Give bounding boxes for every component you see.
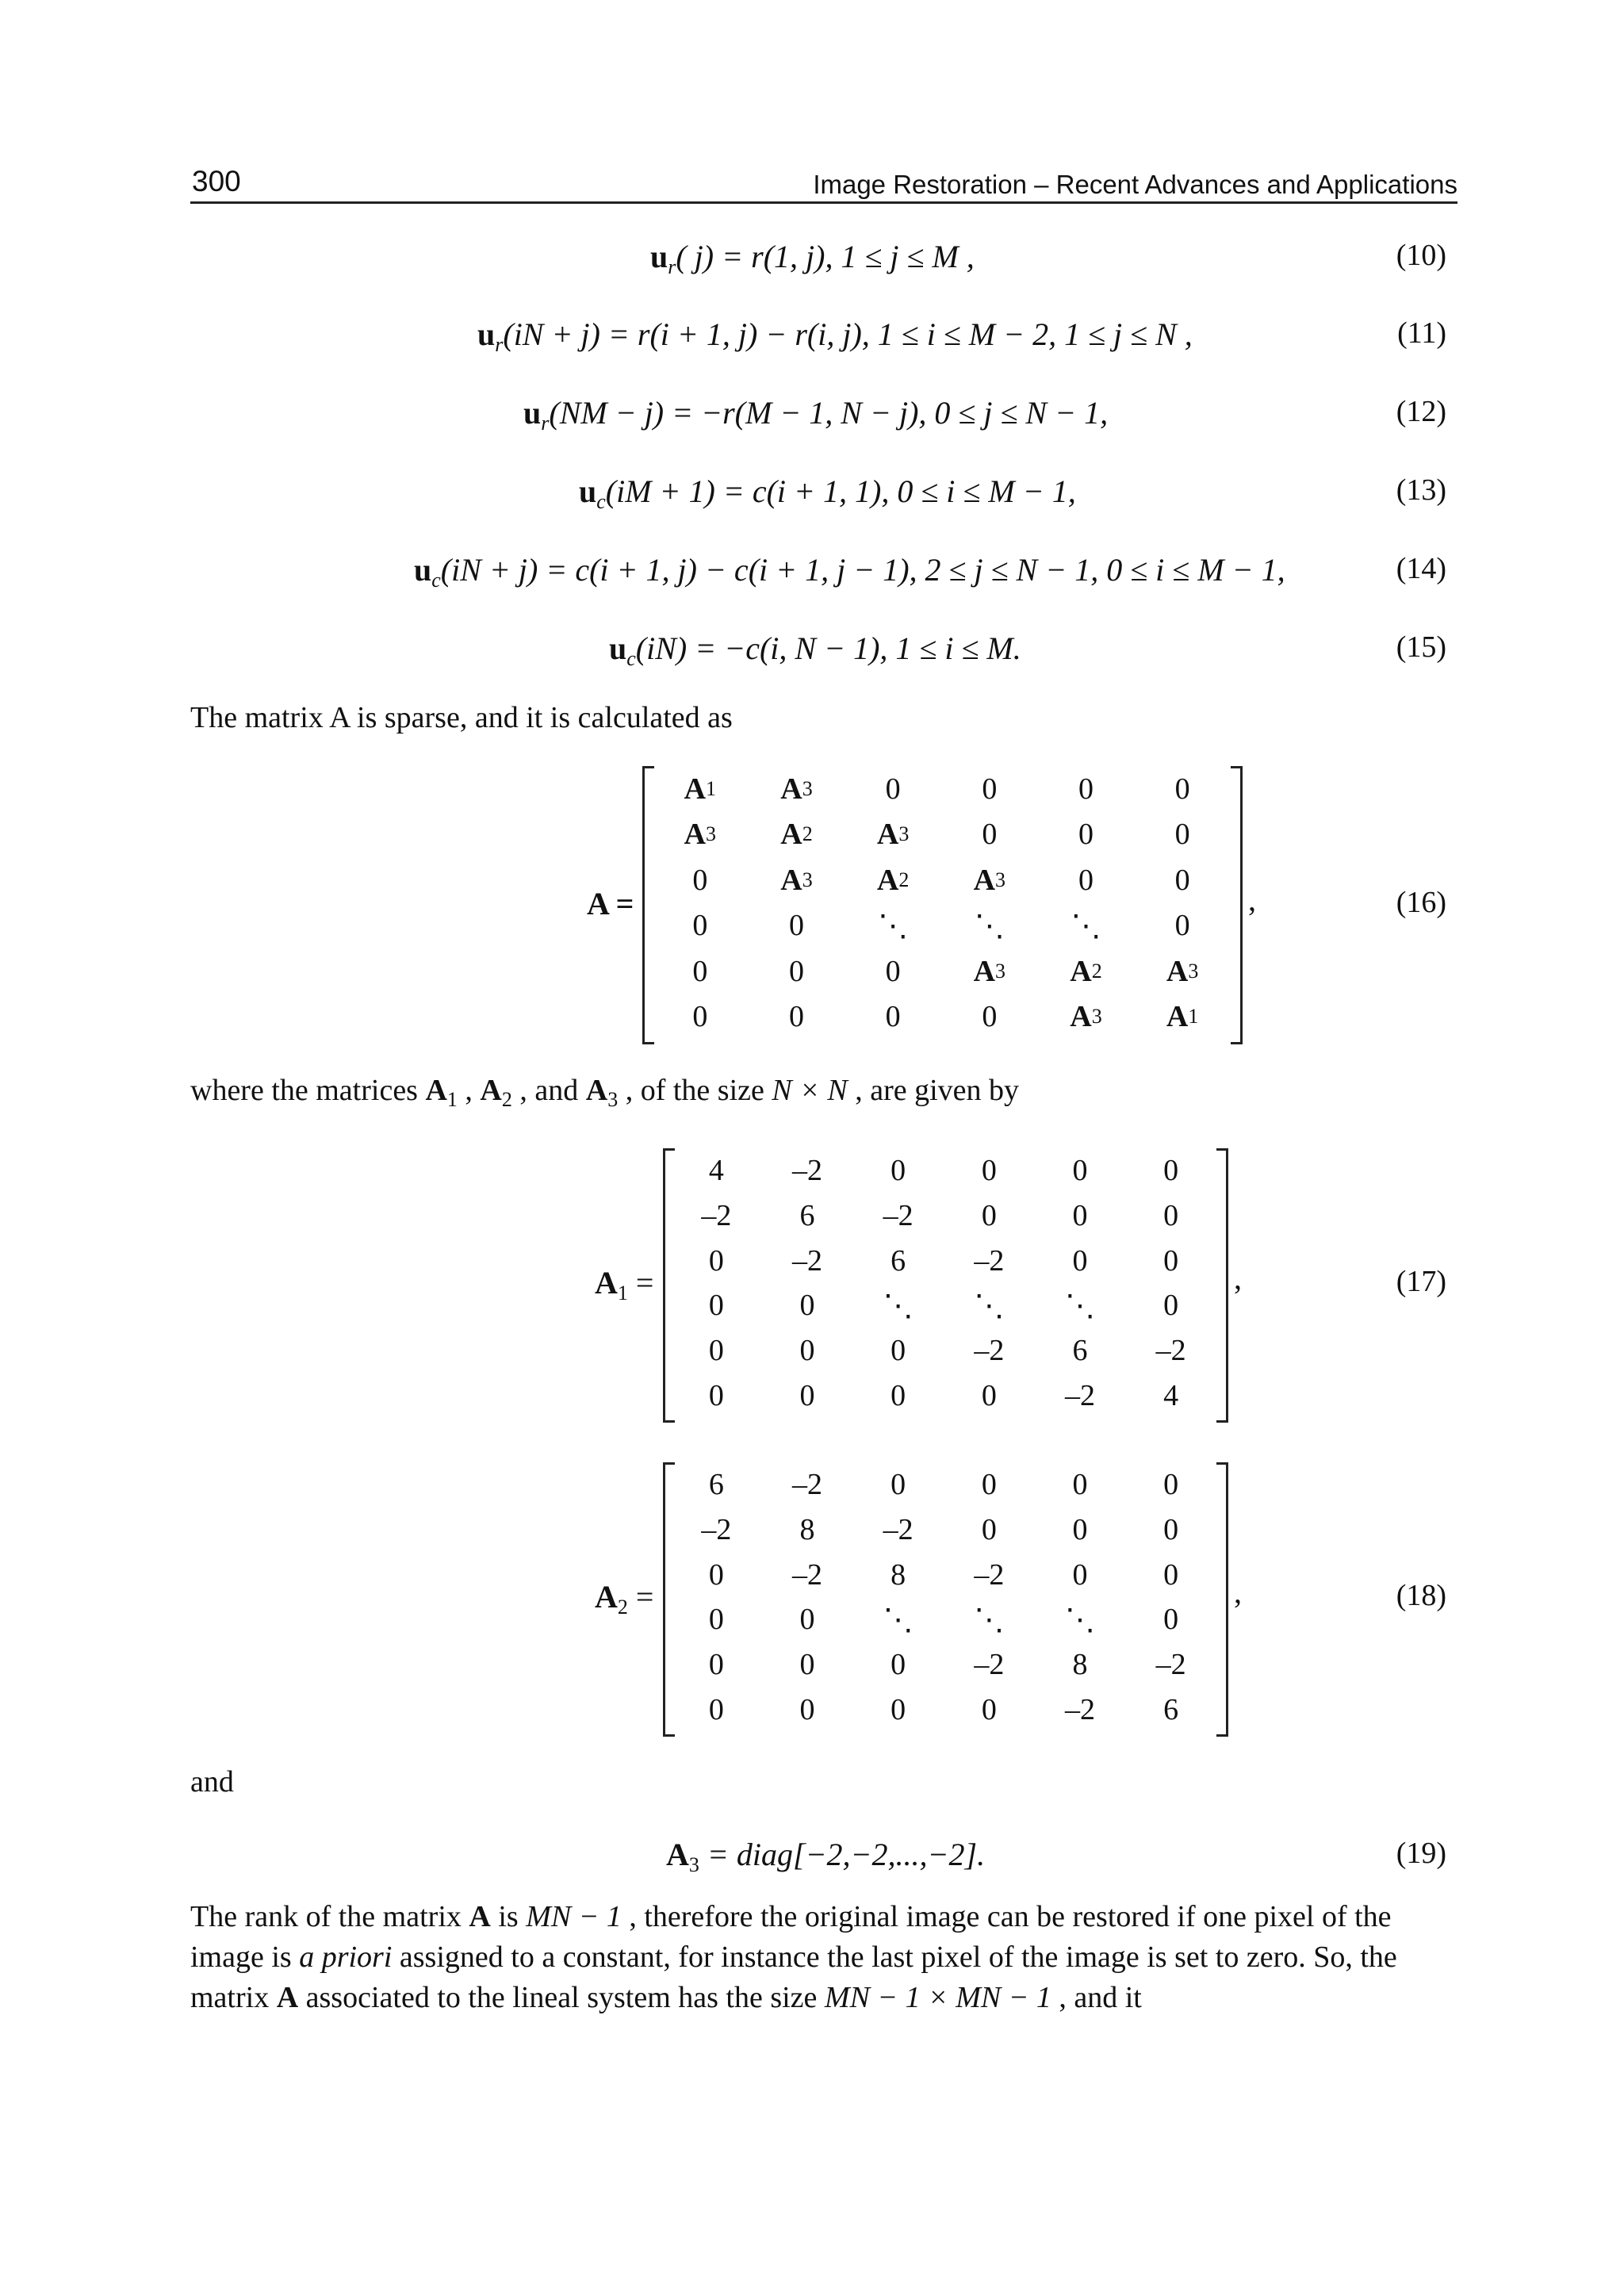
paragraph-text: assigned to a constant, for instance the last pixel of the image is set to zero. So, the matrix: [190, 1940, 1397, 2014]
matrix-symbol: A: [595, 1579, 618, 1615]
matrix-A1-grid: [671, 1148, 1216, 1418]
paragraph-text: where the matrices: [190, 1074, 426, 1107]
matrix-cell: 0: [981, 1512, 997, 1546]
matrix-symbol: A: [666, 1837, 689, 1872]
matrix-cell: 0: [981, 1198, 997, 1232]
matrix-cell: ⋱: [878, 909, 909, 943]
equation-number: (17): [1396, 1265, 1446, 1298]
equation-13: [190, 473, 1457, 520]
matrix-cell: A 2: [876, 863, 910, 897]
matrix-symbol: A: [425, 1074, 447, 1107]
subscript: 3: [688, 1853, 699, 1876]
subscript: r: [495, 333, 504, 356]
bracket-right: [1231, 766, 1243, 1044]
matrix-cell: 0: [1072, 1468, 1088, 1502]
paragraph: [190, 1897, 1457, 2018]
matrix-cell: 0: [799, 1333, 815, 1367]
matrix-cell: 0: [708, 1243, 724, 1278]
equation-number: (16): [1396, 886, 1446, 919]
matrix-cell: 6: [1072, 1333, 1088, 1367]
matrix-cell: –2: [791, 1468, 822, 1502]
matrix-cell: –2: [1064, 1378, 1095, 1412]
matrix-cell: A 3: [780, 863, 813, 897]
matrix-cell: 0: [891, 1692, 906, 1726]
subscript: c: [431, 569, 441, 592]
matrix-cell: –2: [791, 1154, 822, 1188]
matrix-cell: 0: [708, 1333, 724, 1367]
matrix-cell: –2: [974, 1647, 1005, 1681]
matrix-cell: 0: [885, 954, 901, 988]
equation-number: (14): [1396, 552, 1446, 585]
vector-symbol: u: [477, 316, 496, 352]
vector-symbol: u: [523, 395, 542, 431]
matrix-cell: 0: [708, 1603, 724, 1637]
matrix-cell: 0: [891, 1468, 906, 1502]
paragraph-text: The rank of the matrix: [190, 1900, 469, 1933]
matrix-cell: 0: [799, 1603, 815, 1637]
matrix-cell: 0: [891, 1333, 906, 1367]
matrix-cell: 0: [1078, 772, 1094, 806]
matrix-cell: 0: [788, 909, 804, 943]
matrix-cell: 0: [982, 1000, 998, 1034]
subscript: c: [626, 647, 636, 670]
matrix-cell: 0: [1072, 1512, 1088, 1546]
vector-symbol: u: [650, 239, 668, 274]
equation-17: [190, 1148, 1457, 1426]
matrix-cell: 0: [891, 1154, 906, 1188]
matrix-symbol: A: [585, 1074, 608, 1107]
matrix-cell: 0: [788, 954, 804, 988]
trailing-comma: ,: [1248, 882, 1256, 918]
bracket-right: [1216, 1148, 1228, 1423]
subscript: c: [596, 490, 606, 513]
matrix-cell: 0: [708, 1557, 724, 1592]
paragraph-text: , therefore the original image can be restored if one pixel of the image is: [190, 1900, 1392, 1974]
matrix-cell: ⋱: [1064, 1289, 1095, 1323]
matrix-cell: A 3: [973, 954, 1006, 988]
math-inline: MN − 1: [526, 1900, 622, 1933]
page-number: 300: [192, 165, 241, 197]
matrix-cell: ⋱: [974, 909, 1005, 943]
matrix-cell: ⋱: [974, 1289, 1005, 1323]
matrix-cell: 0: [1072, 1154, 1088, 1188]
equation-body: (iM + 1) = c(i + 1, 1), 0 ≤ i ≤ M − 1,: [605, 473, 1076, 509]
equation-16: [190, 766, 1457, 1052]
matrix-cell: 0: [1163, 1512, 1179, 1546]
matrix-cell: 4: [708, 1154, 724, 1188]
equation-body: (iN + j) = r(i + 1, j) − r(i, j), 1 ≤ i ≤ M − 2, 1 ≤ j ≤ N ,: [503, 316, 1193, 352]
matrix-cell: 0: [1174, 818, 1190, 852]
matrix-cell: 0: [708, 1692, 724, 1726]
matrix-cell: 0: [1163, 1243, 1179, 1278]
equation-number: (12): [1396, 395, 1446, 428]
matrix-cell: 0: [982, 772, 998, 806]
matrix-cell: A 2: [780, 818, 813, 852]
matrix-cell: 6: [799, 1198, 815, 1232]
matrix-cell: 0: [1163, 1289, 1179, 1323]
matrix-cell: 0: [1078, 863, 1094, 897]
equation-number: (15): [1396, 630, 1446, 664]
math-inline: N × N: [772, 1074, 848, 1107]
matrix-cell: ⋱: [1071, 909, 1101, 943]
matrix-cell: 6: [891, 1243, 906, 1278]
paragraph-text: , of the size: [618, 1074, 772, 1107]
matrix-symbol: A: [276, 1981, 299, 2014]
matrix-cell: ⋱: [974, 1603, 1005, 1637]
matrix-cell: A 3: [876, 818, 910, 852]
subscript: 3: [607, 1088, 619, 1111]
matrix-cell: 0: [982, 818, 998, 852]
matrix-cell: 0: [981, 1468, 997, 1502]
subscript: 1: [617, 1282, 628, 1304]
equation-body: (NM − j) = −r(M − 1, N − j), 0 ≤ j ≤ N − 1,: [549, 395, 1109, 431]
matrix-cell: ⋱: [1064, 1603, 1095, 1637]
matrix-lhs: A =: [587, 886, 634, 921]
matrix-cell: 0: [891, 1378, 906, 1412]
paragraph-text: The matrix A is sparse, and it is calculated as: [190, 701, 733, 734]
subscript: 1: [446, 1088, 458, 1111]
equation-body: (iN + j) = c(i + 1, j) − c(i + 1, j − 1), 2 ≤ j ≤ N − 1, 0 ≤ i ≤ M − 1,: [440, 552, 1285, 588]
paragraph-text: , and it: [1051, 1981, 1142, 2014]
equation-15: [190, 630, 1457, 677]
matrix-cell: 0: [708, 1378, 724, 1412]
matrix-cell: ⋱: [883, 1603, 914, 1637]
equation-14: [190, 551, 1457, 599]
matrix-cell: 0: [708, 1647, 724, 1681]
matrix-cell: A 3: [973, 863, 1006, 897]
matrix-cell: 0: [1163, 1198, 1179, 1232]
paragraph-text: is: [490, 1900, 527, 1933]
matrix-cell: 8: [1072, 1647, 1088, 1681]
trailing-comma: ,: [1234, 1574, 1242, 1610]
paragraph: [190, 1762, 1457, 1803]
matrix-cell: 0: [1072, 1198, 1088, 1232]
equation-body: (iN) = −c(i, N − 1), 1 ≤ i ≤ M.: [635, 630, 1021, 666]
matrix-cell: –2: [974, 1243, 1005, 1278]
vector-symbol: u: [414, 552, 432, 588]
matrix-A-grid: [652, 766, 1231, 1040]
vector-symbol: u: [609, 630, 627, 666]
equation-body: = diag[−2,−2,...,−2].: [707, 1837, 986, 1872]
matrix-cell: 0: [692, 909, 708, 943]
matrix-cell: 0: [1174, 909, 1190, 943]
matrix-cell: –2: [701, 1512, 732, 1546]
matrix-cell: 0: [981, 1154, 997, 1188]
matrix-A2-grid: [671, 1462, 1216, 1732]
matrix-cell: 0: [1174, 863, 1190, 897]
matrix-cell: A 1: [684, 772, 717, 806]
trailing-comma: ,: [1234, 1260, 1242, 1296]
equation-18: [190, 1462, 1457, 1740]
matrix-cell: 0: [799, 1378, 815, 1412]
matrix-cell: 6: [708, 1468, 724, 1502]
paragraph-text: , are given by: [847, 1074, 1020, 1107]
matrix-cell: –2: [701, 1198, 732, 1232]
matrix-cell: –2: [883, 1198, 914, 1232]
subscript: 2: [617, 1596, 628, 1619]
matrix-cell: A 3: [780, 772, 813, 806]
matrix-cell: A 1: [1166, 1000, 1199, 1034]
matrix-cell: A 3: [1166, 954, 1199, 988]
paragraph: [190, 1071, 1457, 1111]
matrix-cell: –2: [1064, 1692, 1095, 1726]
matrix-cell: –2: [1155, 1333, 1186, 1367]
math-inline: MN − 1 × MN − 1: [824, 1981, 1051, 2014]
matrix-cell: A 3: [684, 818, 717, 852]
equation-12: [190, 394, 1457, 442]
matrix-cell: 0: [885, 772, 901, 806]
matrix-cell: 0: [692, 954, 708, 988]
subscript: 2: [501, 1088, 512, 1111]
running-title: Image Restoration – Recent Advances and Applications: [813, 170, 1457, 199]
matrix-cell: –2: [974, 1557, 1005, 1592]
matrix-cell: 0: [692, 863, 708, 897]
paragraph-text: , and: [511, 1074, 586, 1107]
paragraph-text: ,: [457, 1074, 481, 1107]
matrix-cell: 0: [885, 1000, 901, 1034]
matrix-cell: 0: [981, 1378, 997, 1412]
equation-number: (19): [1396, 1837, 1446, 1870]
matrix-lhs: $A_2$ =: [595, 1579, 654, 1619]
matrix-symbol: A: [480, 1074, 502, 1107]
equation-number: (11): [1397, 316, 1446, 350]
equation-number: (18): [1396, 1579, 1446, 1612]
matrix-cell: 0: [1072, 1557, 1088, 1592]
matrix-cell: A 2: [1070, 954, 1102, 988]
matrix-cell: –2: [791, 1557, 822, 1592]
matrix-cell: 8: [891, 1557, 906, 1592]
bracket-right: [1216, 1462, 1228, 1737]
matrix-cell: A 3: [1070, 1000, 1102, 1034]
matrix-cell: 0: [1163, 1557, 1179, 1592]
matrix-cell: 0: [1163, 1468, 1179, 1502]
matrix-cell: 0: [799, 1289, 815, 1323]
matrix-cell: 0: [799, 1692, 815, 1726]
equation-body: ( j) = r(1, j), 1 ≤ j ≤ M ,: [676, 239, 975, 274]
matrix-cell: 0: [1072, 1243, 1088, 1278]
equation-number: (13): [1396, 473, 1446, 507]
matrix-cell: –2: [791, 1243, 822, 1278]
vector-symbol: u: [579, 473, 597, 509]
matrix-cell: 0: [692, 1000, 708, 1034]
equation-19: [190, 1836, 1457, 1883]
equation-number: (10): [1396, 239, 1446, 272]
paragraph-text: associated to the lineal system has the size: [298, 1981, 825, 2014]
matrix-lhs: $A_1$ =: [595, 1265, 654, 1304]
emphasis-text: a priori: [299, 1940, 393, 1974]
matrix-cell: 0: [1174, 772, 1190, 806]
matrix-cell: 0: [799, 1647, 815, 1681]
matrix-cell: 6: [1163, 1692, 1179, 1726]
matrix-cell: 0: [1163, 1154, 1179, 1188]
equation-11: [190, 316, 1457, 363]
matrix-cell: 8: [799, 1512, 815, 1546]
matrix-cell: 0: [891, 1647, 906, 1681]
matrix-cell: –2: [974, 1333, 1005, 1367]
matrix-cell: 0: [788, 1000, 804, 1034]
matrix-symbol: A: [469, 1900, 491, 1933]
matrix-symbol: A: [595, 1265, 618, 1301]
matrix-cell: –2: [883, 1512, 914, 1546]
equation-10: [190, 238, 1457, 285]
matrix-cell: 0: [981, 1692, 997, 1726]
subscript: r: [541, 412, 550, 435]
paragraph: [190, 698, 1457, 738]
matrix-cell: 0: [1163, 1603, 1179, 1637]
page-header: [190, 163, 1457, 204]
matrix-cell: –2: [1155, 1647, 1186, 1681]
paragraph-text: and: [190, 1765, 234, 1799]
matrix-cell: 0: [1078, 818, 1094, 852]
subscript: r: [668, 255, 676, 278]
matrix-cell: 4: [1163, 1378, 1179, 1412]
matrix-cell: ⋱: [883, 1289, 914, 1323]
matrix-cell: 0: [708, 1289, 724, 1323]
